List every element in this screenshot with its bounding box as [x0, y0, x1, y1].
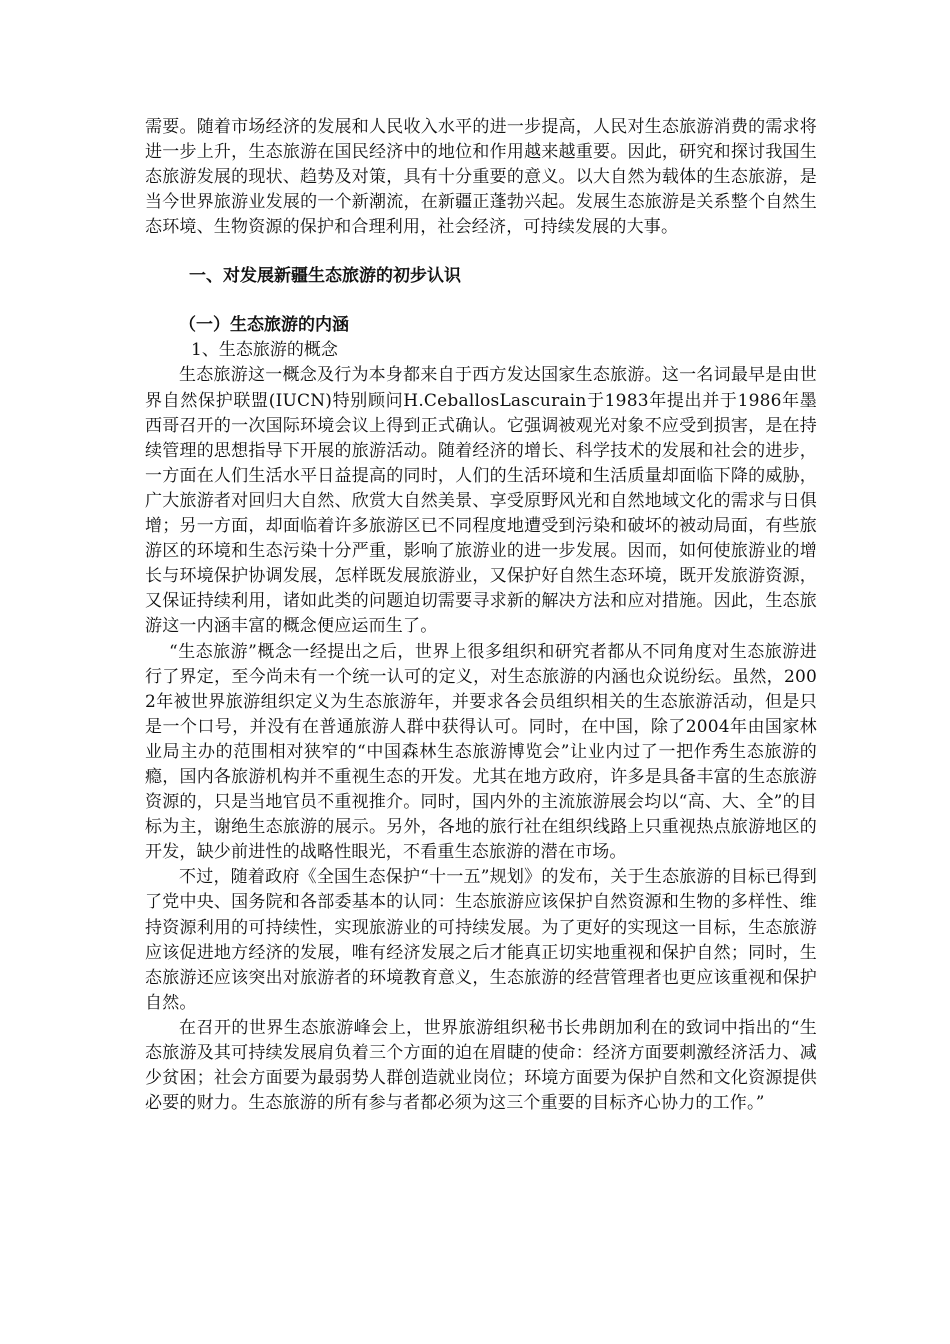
subsection-heading: （一）生态旅游的内涵: [179, 315, 349, 336]
concept-paragraph: 生态旅游这一概念及行为本身都来自于西方发达国家生态旅游。这一名词最早是由世界自然保护联盟(IUCN)特别顾问H.CeballosLascurain于1983年提出并于1986年墨西哥召开的一次国际环境会议上得到正式确认。它强调被观光对象不应受到损害，是在持续管理的思想指导下开展的旅游活动。随着经济的增长、科学技术的发展和社会的进步，一方面在人们生活水平日益提高的同时，人们的生活环境和生活质量却面临下降的威胁，广大旅游者对回归大自然、欣赏大自然美景、享受原野风光和自然地域文化的需求与日俱增；另一方面，却面临着许多旅游区已不同程度地遭受到污染和破坏的被动局面，有些旅游区的环境和生态污染十分严重，影响了旅游业的进一步发展。因而，如何使旅游业的增长与环境保护协调发展，怎样既发展旅游业，又保护好自然生态环境，既开发旅游资源，又保证持续利用，诸如此类的问题迫切需要寻求新的解决方法和应对措施。因此，生态旅游这一内涵丰富的概念便应运而生了。: [145, 365, 817, 637]
section-heading: 一、对发展新疆生态旅游的初步认识: [189, 266, 461, 287]
intro-paragraph: 需要。随着市场经济的发展和人民收入水平的进一步提高，人民对生态旅游消费的需求将进一步上升，生态旅游在国民经济中的地位和作用越来越重要。因此，研究和探讨我国生态旅游发展的现状、趋势及对策，具有十分重要的意义。以大自然为载体的生态旅游，是当今世界旅游业发展的一个新潮流，在新疆正蓬勃兴起。发展生态旅游是关系整个自然生态环境、生物资源的保护和合理利用，社会经济，可持续发展的大事。: [145, 117, 817, 238]
policy-paragraph: 不过，随着政府《全国生态保护“十一五”规划》的发布，关于生态旅游的目标已得到了党中央、国务院和各部委基本的认同：生态旅游应该保护自然资源和生物的多样性、维持资源利用的可持续性，实现旅游业的可持续发展。为了更好的实现这一目标，生态旅游应该促进地方经济的发展，唯有经济发展之后才能真正切实地重视和保护自然；同时，生态旅游还应该突出对旅游者的环境教育意义，生态旅游的经营管理者也更应该重视和保护自然。: [145, 867, 817, 1013]
definition-paragraph: “生态旅游”概念一经提出之后，世界上很多组织和研究者都从不同角度对生态旅游进行了界定，至今尚未有一个统一认可的定义，对生态旅游的内涵也众说纷纭。虽然，2002年被世界旅游组织定义为生态旅游年，并要求各会员组织相关的生态旅游活动，但是只是一个口号，并没有在普通旅游人群中获得认可。同时，在中国，除了2004年由国家林业局主办的范围相对狭窄的“中国森林生态旅游博览会”让业内过了一把作秀生态旅游的瘾，国内各旅游机构并不重视生态的开发。尤其在地方政府，许多是具备丰富的生态旅游资源的，只是当地官员不重视推介。同时，国内外的主流旅游展会均以“高、大、全”的目标为主，谢绝生态旅游的展示。另外，各地的旅行社在组织线路上只重视热点旅游地区的开发，缺少前进性的战略性眼光，不看重生态旅游的潜在市场。: [145, 641, 817, 863]
document-page: [145, 115, 817, 1116]
topic-heading: 1、生态旅游的概念: [191, 340, 338, 361]
summit-paragraph: 在召开的世界生态旅游峰会上，世界旅游组织秘书长弗朗加利在的致词中指出的“生态旅游及其可持续发展肩负着三个方面的迫在眉睫的使命：经济方面要刺激经济活力、减少贫困；社会方面要为最弱势人群创造就业岗位；环境方面要为保护自然和文化资源提供必要的财力。生态旅游的所有参与者都必须为这三个重要的目标齐心协力的工作。”: [145, 1017, 817, 1114]
